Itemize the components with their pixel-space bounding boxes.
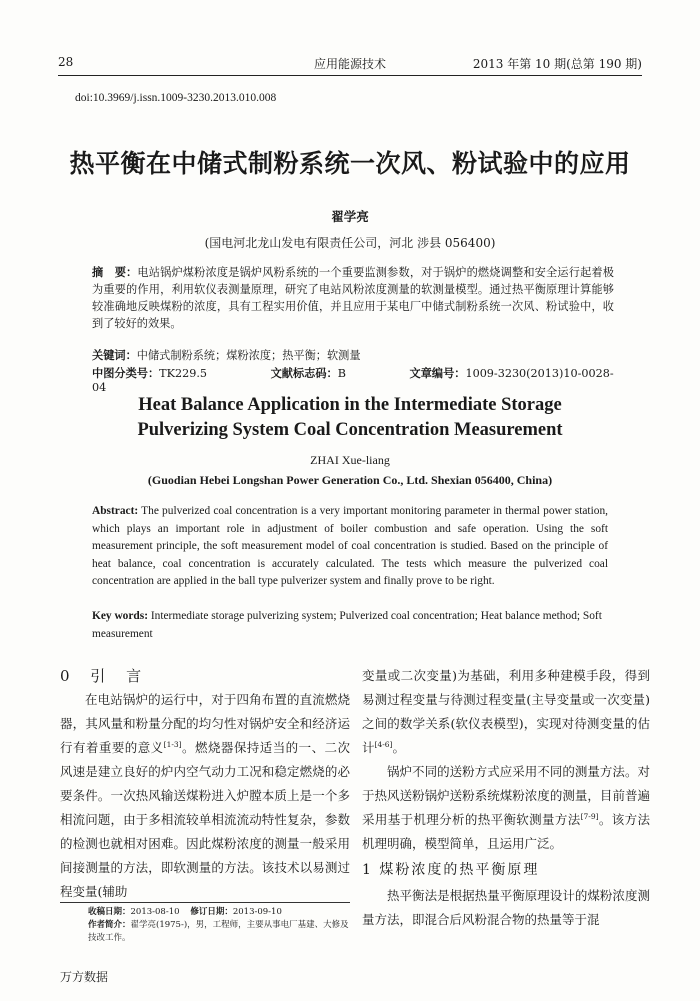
paragraph-text: 在电站锅炉的运行中，对于四角布置的直流燃烧器，其风量和粉量分配的均匀性对锅炉安全和经济运行有着重要的意义 bbox=[60, 692, 350, 755]
page-number: 28 bbox=[58, 55, 74, 69]
affiliation-english: (Guodian Hebei Longshan Power Generation Co., Ltd. Shexian 056400, China) bbox=[147, 473, 553, 487]
left-column bbox=[60, 664, 350, 904]
abstract-english bbox=[92, 503, 608, 591]
right-column bbox=[362, 664, 650, 932]
journal-name: 应用能源技术 bbox=[313, 57, 386, 71]
abstract-chinese-text: 电站锅炉煤粉浓度是锅炉风粉系统的一个重要监测参数，对于锅炉的燃烧调整和安全运行起着极为重要的作用，利用软仪表测量原理，研究了电站风粉浓度测量的软测量模型。通过热平衡原理计算能够较准确地反映煤粉的浓度，具有工程实用价值，并且应用于某电厂中储式制粉系统一次风、粉试验中，收到了较好的效果。 bbox=[92, 266, 614, 330]
paragraph-text: 变量或二次变量)为基础，利用多种建模手段，得到易测过程变量与待测过程变量(主导变量或一次变量)之间的数学关系(软仪表模型)，实现对待测变量的估计 bbox=[362, 668, 650, 755]
paragraph-text: 锅炉不同的送粉方式应采用不同的测量方法。对于热风送粉锅炉送粉系统煤粉浓度的测量，目前普遍采用基于机理分析的热平衡软测量方法 bbox=[362, 764, 650, 827]
keywords-english bbox=[92, 608, 608, 643]
paragraph-text: 。 bbox=[392, 740, 405, 755]
abstract-english-text: The pulverized coal concentration is a very important monitoring parameter in thermal power station, which plays an important role in adjustment of boiler combustion and safe operation. Using the soft measurement principle, the soft measurement model of coal concentration is studied. Based on the principle of heat balance, coal concentration is accurately calculated. The tests which measure the pulverized coal concentration are applied in the ball type pulverizer system and finally prove to be right. bbox=[92, 505, 608, 587]
revised-date: 2013-09-10 bbox=[232, 907, 282, 917]
classification-line bbox=[92, 365, 614, 394]
citation[interactable]: [4-6] bbox=[374, 739, 393, 749]
section-0-paragraph-2 bbox=[362, 760, 650, 856]
clc-code: TK229.5 bbox=[159, 367, 207, 380]
doc-code: B bbox=[337, 367, 346, 380]
keywords-chinese bbox=[92, 347, 614, 363]
paragraph-text: 。该方法机理明确，模型简单，且运用广泛。 bbox=[362, 812, 650, 851]
issue-info: 2013 年第 10 期(总第 190 期) bbox=[472, 57, 642, 71]
abstract-english-label: Abstract: bbox=[92, 505, 139, 517]
section-1-heading: 1 煤粉浓度的热平衡原理 bbox=[362, 862, 540, 878]
citation[interactable]: [1-3] bbox=[163, 739, 182, 749]
article-number-label: 文章编号： bbox=[409, 366, 466, 380]
abstract-chinese-label: 摘 要： bbox=[92, 265, 138, 279]
footnote-bio bbox=[88, 919, 350, 945]
keywords-english-label: Key words: bbox=[92, 610, 148, 622]
citation[interactable]: [7-9] bbox=[580, 811, 599, 821]
watermark: 万方数据 bbox=[60, 970, 109, 984]
section-1-paragraph-1: 热平衡法是根据热量平衡原理设计的煤粉浓度测量方法，即混合后风粉混合物的热量等于混 bbox=[362, 888, 650, 927]
clc-label: 中图分类号： bbox=[92, 366, 160, 380]
section-0-paragraph-1 bbox=[60, 688, 350, 904]
keywords-english-text: Intermediate storage pulverizing system; Pulverized coal concentration; Heat balance method; Soft measurement bbox=[92, 610, 602, 640]
bio-label: 作者简介： bbox=[88, 920, 131, 930]
running-header bbox=[58, 55, 642, 75]
received-date: 2013-08-10 bbox=[130, 907, 180, 917]
keywords-chinese-text: 中储式制粉系统；煤粉浓度；热平衡；软测量 bbox=[136, 349, 361, 362]
footnote-rule bbox=[60, 902, 350, 903]
received-label: 收稿日期： bbox=[88, 907, 131, 917]
section-0-heading: 0 引 言 bbox=[60, 667, 150, 685]
doc-code-label: 文献标志码： bbox=[270, 366, 338, 380]
footnote bbox=[88, 906, 350, 945]
title-chinese: 热平衡在中储式制粉系统一次风、粉试验中的应用 bbox=[69, 149, 631, 178]
title-english: Heat Balance Application in the Intermediate Storage Pulverizing System Coal Concentration Measurement bbox=[137, 395, 563, 440]
section-0-paragraph-1-cont bbox=[362, 664, 650, 760]
bio-text: 翟学亮(1975-)，男，工程师，主要从事电厂基建、大修及技改工作。 bbox=[88, 920, 349, 943]
author-chinese: 翟学亮 bbox=[331, 209, 369, 224]
paragraph-text: 。燃烧器保持适当的一、二次风速是建立良好的炉内空气动力工况和稳定燃烧的必要条件。一次热风输送煤粉进入炉膛本质上是一个多相流问题，由于多相流较单相流流动特性复杂，参数的检测也就相对困难。因此煤粉浓度的测量一般采用间接测量的方法，即软测量的方法。该技术以易测过程变量(辅助 bbox=[60, 740, 350, 899]
doi[interactable]: doi:10.3969/j.issn.1009-3230.2013.010.008 bbox=[75, 92, 277, 104]
revised-label: 修订日期： bbox=[190, 907, 233, 917]
keywords-chinese-label: 关键词： bbox=[92, 348, 137, 362]
header-rule bbox=[58, 75, 642, 76]
author-english: ZHAI Xue-liang bbox=[310, 453, 390, 467]
footnote-dates bbox=[88, 906, 350, 919]
abstract-chinese bbox=[92, 264, 614, 332]
article-number: 1009-3230(2013)10-0028-04 bbox=[92, 367, 614, 394]
affiliation-chinese: (国电河北龙山发电有限责任公司，河北 涉县 056400) bbox=[204, 236, 496, 250]
